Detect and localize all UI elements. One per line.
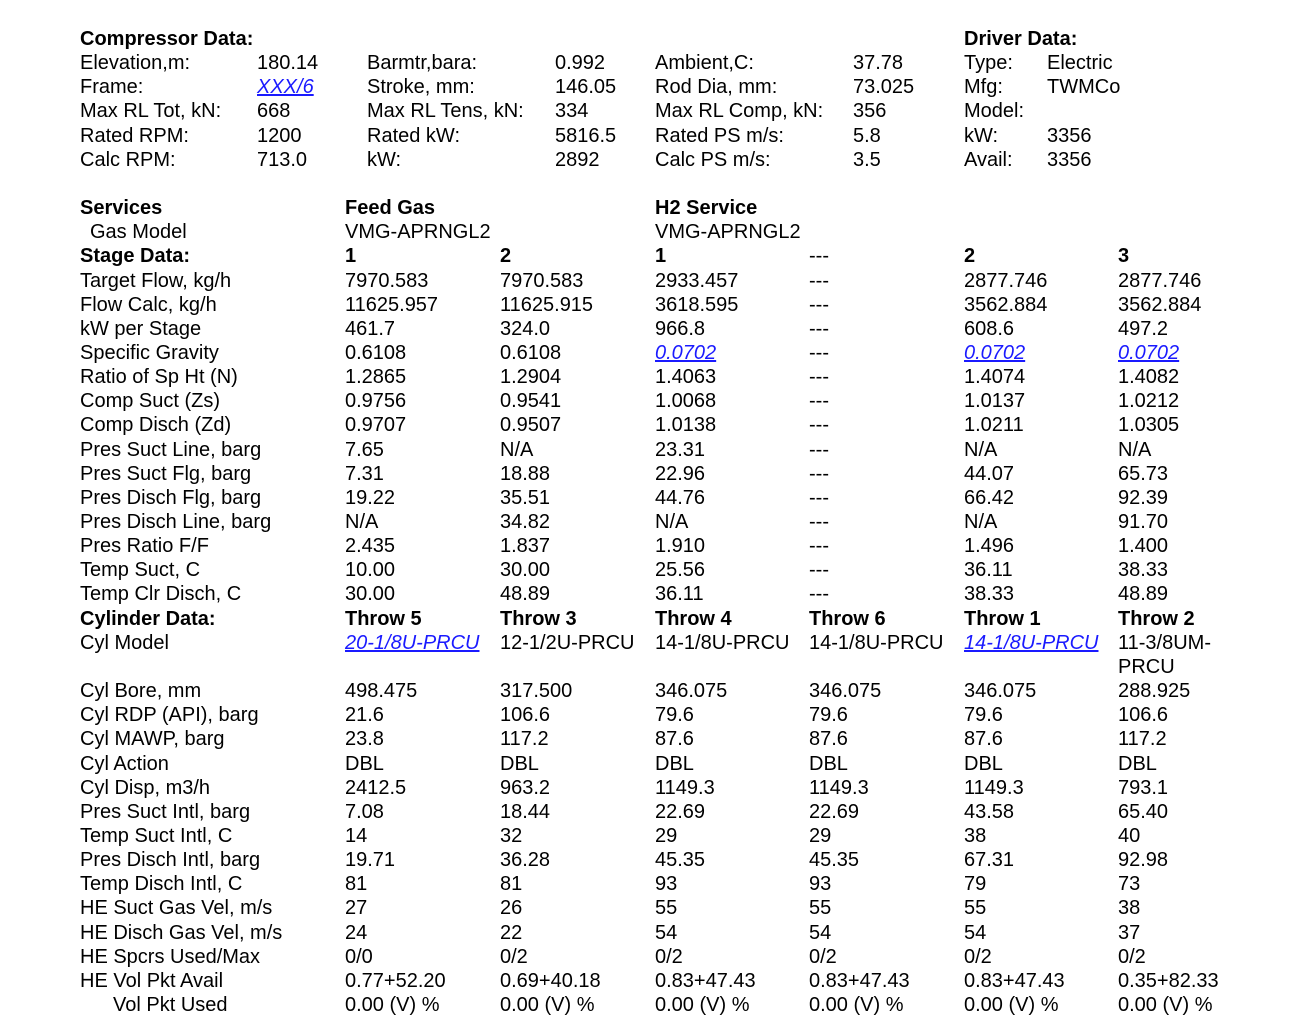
cyl-model: 14-1/8U-PRCU: [655, 632, 790, 654]
cylinder-value: 0.83+47.43: [809, 970, 910, 992]
compressor-field-label: Stroke, mm:: [367, 76, 475, 98]
compressor-field-label: Rated RPM:: [80, 125, 189, 147]
stage-value: 2.435: [345, 535, 396, 557]
feed-gas-header: Feed Gas: [345, 197, 436, 219]
stage-row-label: Pres Ratio F/F: [80, 535, 209, 557]
stage-value: ---: [809, 487, 829, 509]
cyl-model: 14-1/8U-PRCU: [809, 632, 944, 654]
stage-value: 3562.884: [1118, 294, 1202, 316]
specific-gravity-link[interactable]: 0.0702: [655, 342, 717, 364]
cylinder-value: 1149.3: [964, 777, 1024, 799]
cylinder-value: 67.31: [964, 849, 1015, 871]
stage-value: 66.42: [964, 487, 1015, 509]
compressor-field-label: Max RL Comp, kN:: [655, 100, 824, 122]
driver-field-value: TWMCo: [1047, 76, 1121, 98]
cylinder-row-label: Cyl Disp, m3/h: [80, 777, 211, 799]
specific-gravity-link[interactable]: 0.0702: [1118, 342, 1180, 364]
stage-value: 0.9507: [500, 414, 562, 436]
cylinder-value: 38: [964, 825, 987, 847]
compressor-field-label: Elevation,m:: [80, 52, 191, 74]
cylinder-value: 93: [809, 873, 832, 895]
cyl-model-link[interactable]: 20-1/8U-PRCU: [345, 632, 480, 654]
compressor-field-value: 1200: [257, 125, 302, 147]
stage-value: 44.07: [964, 463, 1015, 485]
throw-header: Throw 4: [655, 608, 732, 630]
stage-value: 38.33: [964, 583, 1015, 605]
cylinder-value: 55: [809, 897, 832, 919]
stage-row-label: Comp Disch (Zd): [80, 414, 232, 436]
cylinder-value: 498.475: [345, 680, 418, 702]
cylinder-value: 0/2: [500, 946, 528, 968]
compressor-data-title: Compressor Data:: [80, 28, 254, 50]
stage-value: 324.0: [500, 318, 551, 340]
stage-value: 3562.884: [964, 294, 1048, 316]
cylinder-value: 45.35: [655, 849, 706, 871]
stage-value: 1.496: [964, 535, 1015, 557]
stage-value: 30.00: [345, 583, 396, 605]
stage-value: 34.82: [500, 511, 551, 533]
stage-value: 0.9541: [500, 390, 562, 412]
cylinder-value: 19.71: [345, 849, 396, 871]
cylinder-value: 22.69: [655, 801, 706, 823]
cylinder-value: 54: [964, 922, 987, 944]
cylinder-value: 87.6: [809, 728, 848, 750]
compressor-field-value: 146.05: [555, 76, 617, 98]
cylinder-value: 106.6: [1118, 704, 1169, 726]
stage-value: ---: [809, 390, 829, 412]
stage-number: 2: [500, 245, 512, 267]
stage-row-label: Target Flow, kg/h: [80, 270, 232, 292]
compressor-field-value: 668: [257, 100, 291, 122]
stage-value: N/A: [655, 511, 689, 533]
compressor-field-value: 3.5: [853, 149, 881, 171]
cylinder-value: 29: [809, 825, 832, 847]
driver-field-label: Model:: [964, 100, 1025, 122]
cylinder-value: 93: [655, 873, 678, 895]
cylinder-data-label: Cylinder Data:: [80, 608, 216, 630]
cylinder-value: 1149.3: [809, 777, 869, 799]
cylinder-value: DBL: [809, 753, 848, 775]
stage-value: 966.8: [655, 318, 706, 340]
feed-gas-model: VMG-APRNGL2: [345, 221, 491, 243]
stage-number: 3: [1118, 245, 1130, 267]
stage-value: 1.400: [1118, 535, 1169, 557]
cylinder-value: 45.35: [809, 849, 860, 871]
stage-value: N/A: [964, 511, 998, 533]
compressor-field-value: 0.992: [555, 52, 606, 74]
stage-value: ---: [809, 270, 829, 292]
stage-value: 7970.583: [345, 270, 429, 292]
throw-header: Throw 6: [809, 608, 886, 630]
cylinder-value: 14: [345, 825, 368, 847]
stage-row-label: Pres Disch Line, barg: [80, 511, 272, 533]
stage-value: 461.7: [345, 318, 396, 340]
cylinder-value: 92.98: [1118, 849, 1169, 871]
stage-value: ---: [809, 535, 829, 557]
compressor-field-value: 37.78: [853, 52, 904, 74]
h2-service-header: H2 Service: [655, 197, 758, 219]
cylinder-value: 288.925: [1118, 680, 1191, 702]
stage-value: 1.2865: [345, 366, 407, 388]
cylinder-value: 40: [1118, 825, 1141, 847]
cylinder-value: 32: [500, 825, 523, 847]
cylinder-value: 87.6: [964, 728, 1003, 750]
cylinder-value: DBL: [1118, 753, 1157, 775]
cylinder-value: 27: [345, 897, 368, 919]
cylinder-value: 29: [655, 825, 678, 847]
stage-value: N/A: [500, 439, 534, 461]
stage-value: ---: [809, 439, 829, 461]
compressor-field-label: Barmtr,bara:: [367, 52, 478, 74]
cylinder-value: 87.6: [655, 728, 694, 750]
cylinder-value: DBL: [500, 753, 539, 775]
cylinder-value: 81: [345, 873, 368, 895]
cylinder-value: 317.500: [500, 680, 573, 702]
cylinder-value: 38: [1118, 897, 1141, 919]
stage-value: 30.00: [500, 559, 551, 581]
stage-value: 7970.583: [500, 270, 584, 292]
cylinder-value: 1149.3: [655, 777, 715, 799]
compressor-field-value: 334: [555, 100, 589, 122]
compressor-field-label: Max RL Tens, kN:: [367, 100, 524, 122]
cylinder-value: 2412.5: [345, 777, 407, 799]
compressor-field-value: 713.0: [257, 149, 308, 171]
cylinder-value: 117.2: [1118, 728, 1167, 750]
stage-row-label: Pres Suct Line, barg: [80, 439, 262, 461]
stage-row-label: Pres Disch Flg, barg: [80, 487, 262, 509]
specific-gravity-link[interactable]: 0.0702: [964, 342, 1026, 364]
stage-value: 0.6108: [500, 342, 562, 364]
cylinder-value: 21.6: [345, 704, 384, 726]
cylinder-value: 79.6: [964, 704, 1003, 726]
stage-value: 48.89: [500, 583, 551, 605]
driver-field-label: Type:: [964, 52, 1013, 74]
compressor-field-value: 356: [853, 100, 887, 122]
stage-value: ---: [809, 559, 829, 581]
cylinder-value: 117.2: [500, 728, 549, 750]
cylinder-value: 793.1: [1118, 777, 1169, 799]
cyl-model: 12-1/2U-PRCU: [500, 632, 635, 654]
cylinder-value: 0/2: [655, 946, 683, 968]
stage-value: 0.6108: [345, 342, 407, 364]
compressor-field-label: Rod Dia, mm:: [655, 76, 778, 98]
cylinder-value: 79: [964, 873, 987, 895]
cylinder-value: 0.00 (V) %: [500, 994, 595, 1016]
stage-value: N/A: [964, 439, 998, 461]
cylinder-value: 0.00 (V) %: [655, 994, 750, 1016]
throw-header: Throw 3: [500, 608, 577, 630]
compressor-field-value: 5816.5: [555, 125, 617, 147]
stage-value: ---: [809, 463, 829, 485]
compressor-field-label: Calc RPM:: [80, 149, 176, 171]
compressor-field-label: Max RL Tot, kN:: [80, 100, 222, 122]
stage-value: 22.96: [655, 463, 706, 485]
stage-value: 0.9756: [345, 390, 407, 412]
stage-row-label: Temp Suct, C: [80, 559, 201, 581]
stage-value: ---: [809, 414, 829, 436]
cylinder-value: 0.77+52.20: [345, 970, 446, 992]
cylinder-row-label: HE Spcrs Used/Max: [80, 946, 261, 968]
stage-value: 92.39: [1118, 487, 1169, 509]
cylinder-row-label: Vol Pkt Used: [113, 994, 228, 1016]
driver-data-title: Driver Data:: [964, 28, 1078, 50]
stage-value: 38.33: [1118, 559, 1169, 581]
cylinder-value: 963.2: [500, 777, 551, 799]
stage-value: ---: [809, 294, 829, 316]
cyl-model-label: Cyl Model: [80, 632, 169, 654]
stage-value: 2933.457: [655, 270, 739, 292]
stage-value: 2877.746: [964, 270, 1048, 292]
stage-value: 23.31: [655, 439, 706, 461]
compressor-field-value: 180.14: [257, 52, 319, 74]
compressor-field-label: Rated kW:: [367, 125, 460, 147]
compressor-field-label: Ambient,C:: [655, 52, 754, 74]
throw-header: Throw 1: [964, 608, 1041, 630]
stage-value: 36.11: [655, 583, 704, 605]
stage-value: 11625.957: [345, 294, 439, 316]
stage-number: 2: [964, 245, 976, 267]
cylinder-value: 79.6: [655, 704, 694, 726]
stage-value: 1.0137: [964, 390, 1026, 412]
cylinder-value: 0.83+47.43: [655, 970, 756, 992]
cylinder-value: 0.83+47.43: [964, 970, 1065, 992]
cylinder-value: 0/2: [964, 946, 992, 968]
cylinder-value: DBL: [345, 753, 384, 775]
stage-value: 35.51: [500, 487, 551, 509]
cylinder-value: 18.44: [500, 801, 551, 823]
stage-row-label: Comp Suct (Zs): [80, 390, 221, 412]
cylinder-value: 106.6: [500, 704, 551, 726]
stage-value: 1.4082: [1118, 366, 1180, 388]
cylinder-row-label: HE Suct Gas Vel, m/s: [80, 897, 273, 919]
stage-value: 608.6: [964, 318, 1015, 340]
compressor-field-label: Frame:: [80, 76, 144, 98]
stage-value: N/A: [1118, 439, 1152, 461]
cylinder-value: 0.69+40.18: [500, 970, 601, 992]
h2-gas-model: VMG-APRNGL2: [655, 221, 801, 243]
stage-number: ---: [809, 245, 829, 267]
stage-value: N/A: [345, 511, 379, 533]
stage-value: ---: [809, 583, 829, 605]
cylinder-row-label: Cyl RDP (API), barg: [80, 704, 259, 726]
stage-row-label: Flow Calc, kg/h: [80, 294, 217, 316]
cylinder-value: 346.075: [655, 680, 728, 702]
compressor-field-value: 2892: [555, 149, 600, 171]
driver-field-value: 3356: [1047, 149, 1092, 171]
stage-value: 18.88: [500, 463, 551, 485]
cylinder-value: 0.00 (V) %: [809, 994, 904, 1016]
stage-value: ---: [809, 342, 829, 364]
stage-row-label: Pres Suct Flg, barg: [80, 463, 252, 485]
stage-value: ---: [809, 318, 829, 340]
stage-value: 36.11: [964, 559, 1013, 581]
cylinder-row-label: HE Vol Pkt Avail: [80, 970, 224, 992]
cylinder-value: 0/2: [809, 946, 837, 968]
stage-value: 1.0068: [655, 390, 717, 412]
cylinder-value: 0.00 (V) %: [964, 994, 1059, 1016]
stage-value: 65.73: [1118, 463, 1169, 485]
cylinder-value: 22: [500, 922, 523, 944]
frame-link[interactable]: XXX/6: [257, 76, 314, 98]
stage-value: 10.00: [345, 559, 396, 581]
cylinder-value: 22.69: [809, 801, 860, 823]
throw-header: Throw 2: [1118, 608, 1195, 630]
cylinder-value: 346.075: [809, 680, 882, 702]
compressor-field-label: Rated PS m/s:: [655, 125, 784, 147]
gas-model-label: Gas Model: [90, 221, 187, 243]
cylinder-row-label: Cyl MAWP, barg: [80, 728, 225, 750]
cylinder-row-label: Cyl Action: [80, 753, 169, 775]
stage-value: 1.910: [655, 535, 706, 557]
stage-row-label: Specific Gravity: [80, 342, 219, 364]
stage-number: 1: [345, 245, 357, 267]
stage-value: ---: [809, 511, 829, 533]
driver-field-label: Mfg:: [964, 76, 1003, 98]
cylinder-value: 346.075: [964, 680, 1037, 702]
stage-value: 44.76: [655, 487, 706, 509]
cylinder-value: 79.6: [809, 704, 848, 726]
cylinder-value: 43.58: [964, 801, 1015, 823]
cylinder-value: 0/2: [1118, 946, 1146, 968]
cylinder-value: 7.08: [345, 801, 384, 823]
cylinder-row-label: Temp Disch Intl, C: [80, 873, 243, 895]
cylinder-value: 55: [964, 897, 987, 919]
cylinder-value: 0.00 (V) %: [1118, 994, 1213, 1016]
cylinder-value: 0.00 (V) %: [345, 994, 440, 1016]
cylinder-value: 37: [1118, 922, 1141, 944]
cylinder-value: 0.35+82.33: [1118, 970, 1219, 992]
compressor-field-label: kW:: [367, 149, 402, 171]
stage-value: 2877.746: [1118, 270, 1202, 292]
cylinder-value: 73: [1118, 873, 1141, 895]
cylinder-value: 54: [809, 922, 832, 944]
stage-value: ---: [809, 366, 829, 388]
compressor-field-label: Calc PS m/s:: [655, 149, 771, 171]
cylinder-row-label: Pres Disch Intl, barg: [80, 849, 261, 871]
stage-value: 25.56: [655, 559, 706, 581]
driver-field-label: kW:: [964, 125, 999, 147]
stage-value: 497.2: [1118, 318, 1169, 340]
stage-value: 48.89: [1118, 583, 1169, 605]
stage-value: 19.22: [345, 487, 396, 509]
cylinder-value: DBL: [655, 753, 694, 775]
stage-value: 1.0212: [1118, 390, 1180, 412]
cylinder-value: 81: [500, 873, 523, 895]
cylinder-row-label: HE Disch Gas Vel, m/s: [80, 922, 283, 944]
cylinder-value: 36.28: [500, 849, 551, 871]
cylinder-row-label: Temp Suct Intl, C: [80, 825, 233, 847]
cylinder-value: DBL: [964, 753, 1003, 775]
stage-value: 1.0305: [1118, 414, 1180, 436]
stage-value: 7.31: [345, 463, 384, 485]
stage-value: 1.0138: [655, 414, 717, 436]
services-label: Services: [80, 197, 163, 219]
stage-value: 1.2904: [500, 366, 562, 388]
driver-field-value: Electric: [1047, 52, 1113, 74]
stage-value: 11625.915: [500, 294, 594, 316]
cyl-model-link[interactable]: 14-1/8U-PRCU: [964, 632, 1099, 654]
cyl-model-wrap: PRCU: [1118, 656, 1175, 678]
compressor-field-value: 5.8: [853, 125, 881, 147]
driver-field-value: 3356: [1047, 125, 1092, 147]
cylinder-value: 0/0: [345, 946, 373, 968]
stage-row-label: Temp Clr Disch, C: [80, 583, 242, 605]
cylinder-value: 55: [655, 897, 678, 919]
stage-value: 1.4074: [964, 366, 1026, 388]
cylinder-row-label: Cyl Bore, mm: [80, 680, 202, 702]
driver-field-label: Avail:: [964, 149, 1013, 171]
cylinder-row-label: Pres Suct Intl, barg: [80, 801, 251, 823]
cylinder-value: 65.40: [1118, 801, 1169, 823]
stage-value: 1.4063: [655, 366, 717, 388]
cylinder-value: 54: [655, 922, 678, 944]
throw-header: Throw 5: [345, 608, 422, 630]
stage-value: 91.70: [1118, 511, 1169, 533]
cylinder-value: 24: [345, 922, 368, 944]
stage-value: 1.0211: [964, 414, 1024, 436]
stage-value: 0.9707: [345, 414, 407, 436]
stage-row-label: kW per Stage: [80, 318, 202, 340]
cylinder-value: 23.8: [345, 728, 384, 750]
stage-data-label: Stage Data:: [80, 245, 191, 267]
stage-number: 1: [655, 245, 667, 267]
cylinder-value: 26: [500, 897, 523, 919]
stage-value: 7.65: [345, 439, 384, 461]
stage-value: 1.837: [500, 535, 551, 557]
stage-value: 3618.595: [655, 294, 739, 316]
stage-row-label: Ratio of Sp Ht (N): [80, 366, 238, 388]
cyl-model: 11-3/8UM-: [1118, 632, 1211, 654]
compressor-field-value: 73.025: [853, 76, 915, 98]
